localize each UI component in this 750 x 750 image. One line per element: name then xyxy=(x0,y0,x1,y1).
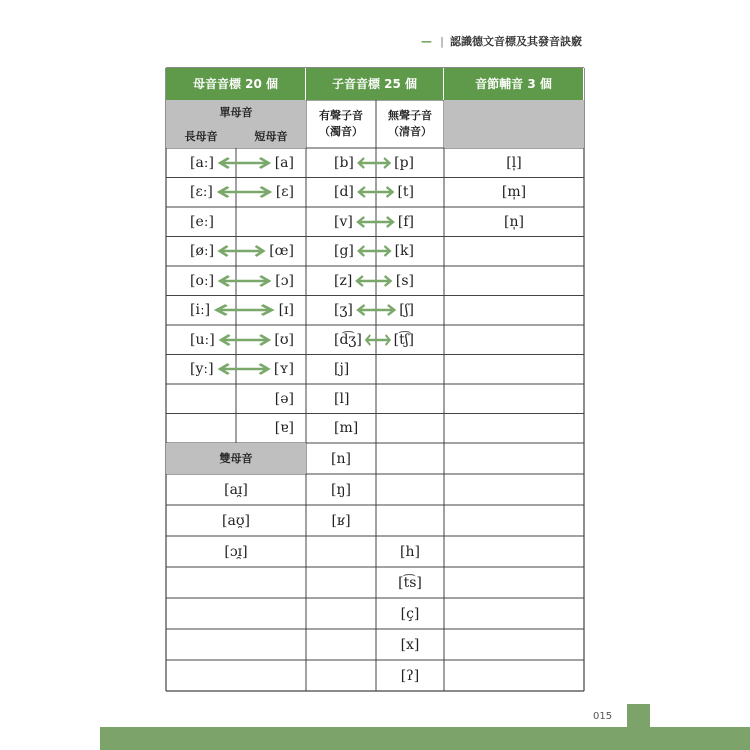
double-arrow-icon xyxy=(216,156,273,170)
symbol-right: [f] xyxy=(397,213,414,230)
symbol-left: [yː] xyxy=(190,361,214,378)
running-head xyxy=(421,33,582,49)
symbol-right: [k] xyxy=(394,243,414,260)
symbol-left: [oː] xyxy=(190,272,215,289)
syllabic-cell xyxy=(444,296,584,326)
running-head-dash: — xyxy=(420,34,432,48)
syllabic-cell xyxy=(444,237,584,267)
consonant-pair-row xyxy=(306,178,444,208)
symbol-left: [d͡ʒ] xyxy=(334,331,362,348)
running-head-title: 認識德文音標及其發音訣竅 xyxy=(450,35,582,48)
symbol-left: [z] xyxy=(334,272,353,289)
vowel-pair-row xyxy=(166,148,306,178)
symbol-left: [b] xyxy=(334,154,354,171)
voiceless-cell: [ʔ] xyxy=(400,667,420,684)
symbol-left: [uː] xyxy=(190,331,215,348)
syllabic-cell: [m̩] xyxy=(501,184,527,201)
double-arrow-icon xyxy=(212,303,276,317)
double-arrow-icon xyxy=(356,156,392,170)
subheader-syllabic-empty xyxy=(444,100,584,148)
header-vowels: 母音音標 20 個 xyxy=(166,68,306,100)
diphthong-cell xyxy=(166,567,306,598)
syllabic-cell: [n̩] xyxy=(504,213,524,230)
symbol-right: [s] xyxy=(395,272,414,289)
syllabic-cell xyxy=(444,384,584,414)
symbol-left: [ʒ] xyxy=(334,302,353,319)
voiceless-cell: [t͡s] xyxy=(398,574,422,591)
running-head-divider: | xyxy=(439,34,444,48)
symbol-right: [ɐ] xyxy=(274,420,294,437)
subheader-voiceless xyxy=(376,100,444,148)
consonant-pair-row xyxy=(306,266,444,296)
symbol-right: [ɔ] xyxy=(275,272,294,289)
double-arrow-icon xyxy=(354,274,394,288)
voiced-cell: [ʁ] xyxy=(331,512,351,529)
symbol-right: [p] xyxy=(394,154,414,171)
symbol-left: [øː] xyxy=(190,243,215,260)
subheader-voiced xyxy=(306,100,376,148)
syllabic-cell xyxy=(444,536,584,567)
symbol-left: [aː] xyxy=(190,154,214,171)
subheader-monophthong: 單母音 xyxy=(166,100,306,124)
consonant-pair-row xyxy=(306,148,444,178)
voiceless-label: 無聲子音 xyxy=(388,108,432,122)
double-arrow-icon xyxy=(216,244,267,258)
double-arrow-icon xyxy=(216,274,273,288)
symbol-left: [eː] xyxy=(190,213,214,230)
consonant-pair-row xyxy=(306,207,444,237)
voiced-sub-label: （濁音） xyxy=(319,125,363,138)
consonant-pair-row xyxy=(306,296,444,326)
diphthong-cell xyxy=(166,629,306,660)
symbol-right: [œ] xyxy=(269,243,294,260)
voiceless-sub-label: （清音） xyxy=(388,125,432,138)
symbol-right: [ɛ] xyxy=(275,184,294,201)
voiced-cell: [ŋ] xyxy=(331,481,351,498)
voiceless-cell xyxy=(376,443,444,474)
symbol-right: [ɪ] xyxy=(278,302,294,319)
syllabic-cell xyxy=(444,443,584,474)
vowel-pair-row xyxy=(166,355,306,385)
symbol-right: [ʏ] xyxy=(273,361,294,378)
syllabic-cell xyxy=(444,414,584,444)
voiced-cell xyxy=(306,598,376,629)
voiced-cell xyxy=(306,660,376,691)
diphthong-cell: [aʊ̯] xyxy=(222,512,250,529)
vowel-pair-row xyxy=(166,207,306,237)
voiced-label: 有聲子音 xyxy=(319,108,363,122)
consonant-pair-row xyxy=(306,384,444,414)
symbol-left: [j] xyxy=(334,361,350,378)
consonant-pair-row xyxy=(306,414,444,444)
double-arrow-icon xyxy=(215,185,274,199)
symbol-right: [ʃ] xyxy=(399,302,414,319)
vowel-pair-row xyxy=(166,237,306,267)
syllabic-cell: [l̩] xyxy=(506,154,522,171)
page-number: 015 xyxy=(593,711,613,722)
symbol-right: [ʊ] xyxy=(274,331,294,348)
diphthong-cell xyxy=(166,660,306,691)
symbol-left: [v] xyxy=(334,213,353,230)
voiceless-cell xyxy=(376,505,444,536)
double-arrow-icon xyxy=(356,185,396,199)
vowel-pair-row xyxy=(166,266,306,296)
header-consonants: 子音音標 25 個 xyxy=(306,68,444,100)
consonant-pair-row xyxy=(306,237,444,267)
symbol-left: [l] xyxy=(334,390,350,407)
footer-band xyxy=(100,727,750,750)
double-arrow-icon xyxy=(216,362,272,376)
consonant-pair-row xyxy=(306,355,444,385)
subheader-short: 短母音 xyxy=(236,124,306,148)
syllabic-cell xyxy=(444,266,584,296)
vowel-pair-row xyxy=(166,296,306,326)
diphthong-cell xyxy=(166,598,306,629)
symbol-left: [g] xyxy=(334,243,354,260)
syllabic-cell xyxy=(444,505,584,536)
symbol-left: [d] xyxy=(334,184,354,201)
subheader-diphthong: 雙母音 xyxy=(166,443,306,474)
symbol-right: [ə] xyxy=(274,390,294,407)
symbol-left: [m] xyxy=(334,420,359,437)
syllabic-cell xyxy=(444,474,584,505)
consonant-pair-row xyxy=(306,325,444,355)
symbol-right: [t͡ʃ] xyxy=(393,331,414,348)
voiced-cell xyxy=(306,567,376,598)
voiceless-cell: [h] xyxy=(400,543,420,560)
subheader-long: 長母音 xyxy=(166,124,236,148)
voiceless-cell: [ç] xyxy=(400,605,420,622)
double-arrow-icon xyxy=(355,215,396,229)
voiced-cell xyxy=(306,536,376,567)
vowel-pair-row xyxy=(166,178,306,208)
symbol-left: [iː] xyxy=(190,302,211,319)
footer-tab xyxy=(627,704,650,727)
voiced-cell: [n] xyxy=(331,450,351,467)
symbol-left: [ɛː] xyxy=(190,184,213,201)
symbol-right: [t] xyxy=(397,184,414,201)
syllabic-cell xyxy=(444,629,584,660)
double-arrow-icon xyxy=(217,333,273,347)
vowel-pair-row xyxy=(166,414,306,444)
symbol-right: [a] xyxy=(274,154,294,171)
syllabic-cell xyxy=(444,660,584,691)
vowel-pair-row xyxy=(166,325,306,355)
syllabic-cell xyxy=(444,598,584,629)
double-arrow-icon xyxy=(356,244,393,258)
vowel-pair-row xyxy=(166,384,306,414)
diphthong-cell: [aɪ̯] xyxy=(224,481,248,498)
header-syllabic: 音節輔音 3 個 xyxy=(444,68,584,100)
voiceless-cell: [x] xyxy=(400,636,420,653)
syllabic-cell xyxy=(444,355,584,385)
double-arrow-icon xyxy=(364,333,392,347)
voiceless-cell xyxy=(376,474,444,505)
syllabic-cell xyxy=(444,325,584,355)
double-arrow-icon xyxy=(355,303,397,317)
voiced-cell xyxy=(306,629,376,660)
syllabic-cell xyxy=(444,567,584,598)
diphthong-cell: [ɔɪ̯] xyxy=(224,543,248,560)
